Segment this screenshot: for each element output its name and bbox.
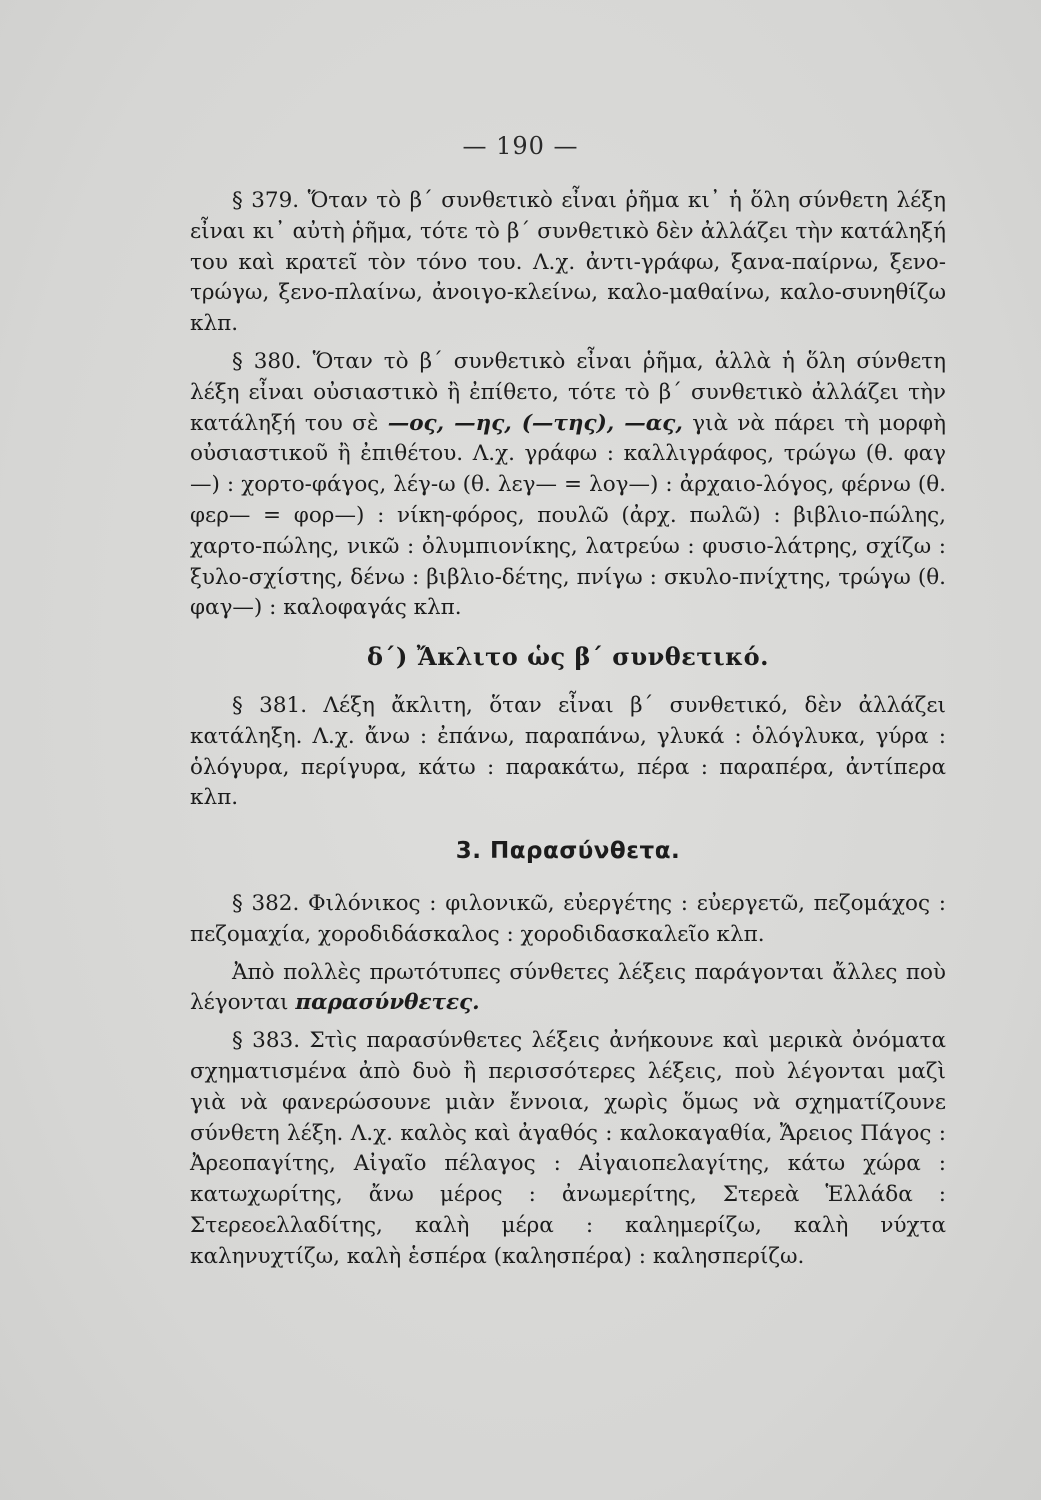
paragraph-382-continued [190,958,946,1020]
page-body [190,186,946,1280]
paragraph-380-text-b: γιὰ νὰ πάρει τὴ μορφὴ οὐσιαστικοῦ ἢ ἐπιθέτου. Λ.χ. γράφω : καλλιγράφος, τρώγω (θ. φαγ—) : χορτο-φάγος, λέγ-ω (θ. λεγ— = λογ—) : ἀρχαιο-λόγος, φέρνω (θ. φερ— = φορ—) : νίκη-φόρος, πουλῶ (ἀρχ. πωλῶ) : βιβλιο-πώλης, χαρτο-πώλης, νικῶ : ὀλυμπιονίκης, λατρεύω : φυσιο-λάτρης, σχίζω : ξυλο-σχίστης, δένω : βιβλιο-δέτης, πνίγω : σκυλο-πνίχτης, τρώγω (θ. φαγ—) : καλοφαγάς κλπ. [190,410,946,621]
page-number: — 190 — [462,132,579,160]
paragraph-382: § 382. Φιλόνικος : φιλονικῶ, εὐεργέτης : εὐεργετῶ, πεζομάχος : πεζομαχία, χοροδιδάσκαλος : χοροδιδασκαλεῖο κλπ. [190,890,946,947]
paragraph-383: § 383. Στὶς παρασύνθετες λέξεις ἀνήκουνε καὶ μερικὰ ὀνόματα σχηματισμένα ἀπὸ δυὸ ἢ περισσότερες λέξεις, ποὺ λέγονται μαζὶ γιὰ νὰ φανερώσουνε μιὰν ἔννοια, χωρὶς ὅμως νὰ σχηματίζουνε σύνθετη λέξη. Λ.χ. καλὸς καὶ ἀγαθός : καλοκαγαθία, Ἄρειος Πάγος : Ἀρεοπαγίτης, Αἰγαῖο πέλαγος : Αἰγαιοπελαγίτης, κάτω χώρα : κατωχωρίτης, ἄνω μέρος : ἀνωμερίτης, Στερεὰ Ἑλλάδα : Στερεοελλαδίτης, καλὴ μέρα : καλημερίζω, καλὴ νύχτα καληνυχτίζω, καλὴ ἑσπέρα (καλησπέρα) : καλησπερίζω. [190,1028,946,1269]
term-parasynthetes: παρασύνθετες. [295,990,480,1016]
paragraph-382-continued-text: Ἀπὸ πολλὲς πρωτότυπες σύνθετες λέξεις παράγονται ἄλλες ποὺ λέγονται [190,959,946,1016]
section-heading-parasyntheta: 3. Παρασύνθετα. [455,838,681,865]
paragraph-379: § 379. Ὅταν τὸ β΄ συνθετικὸ εἶναι ῥῆμα κι᾽ ἡ ὅλη σύνθετη λέξη εἶναι κι᾽ αὐτὴ ῥῆμα, τότε τὸ β΄ συνθετικὸ δὲν ἀλλάζει τὴν κατάληξή του καὶ κρατεῖ τὸν τόνο του. Λ.χ. ἀντι-γράφω, ξανα-παίρνω, ξενο-τρώγω, ξενο-πλαίνω, ἀνοιγο-κλείνω, καλο-μαθαίνω, καλο-συνηθίζω κλπ. [190,188,946,337]
paragraph-380 [190,347,946,624]
section-heading-delta: δ΄) Ἄκλιτο ὡς β΄ συνθετικό. [367,642,769,672]
paragraph-380-endings: —ος, —ης, (—της), —ας, [387,410,683,436]
paragraph-381: § 381. Λέξη ἄκλιτη, ὅταν εἶναι β΄ συνθετικό, δὲν ἀλλάζει κατάληξη. Λ.χ. ἄνω : ἐπάνω, παραπάνω, γλυκά : ὁλόγλυκα, γύρα : ὁλόγυρα, περίγυρα, κάτω : παρακάτω, πέρα : παραπέρα, ἀντίπερα κλπ. [190,692,946,811]
paragraph-380-text-a: § 380. Ὅταν τὸ β΄ συνθετικὸ εἶναι ῥῆμα, ἀλλὰ ἡ ὅλη σύνθετη λέξη εἶναι οὐσιαστικὸ ἢ ἐπίθετο, τότε τὸ β΄ συνθετικὸ ἀλλάζει τὴν κατάληξή του σὲ [190,348,946,436]
